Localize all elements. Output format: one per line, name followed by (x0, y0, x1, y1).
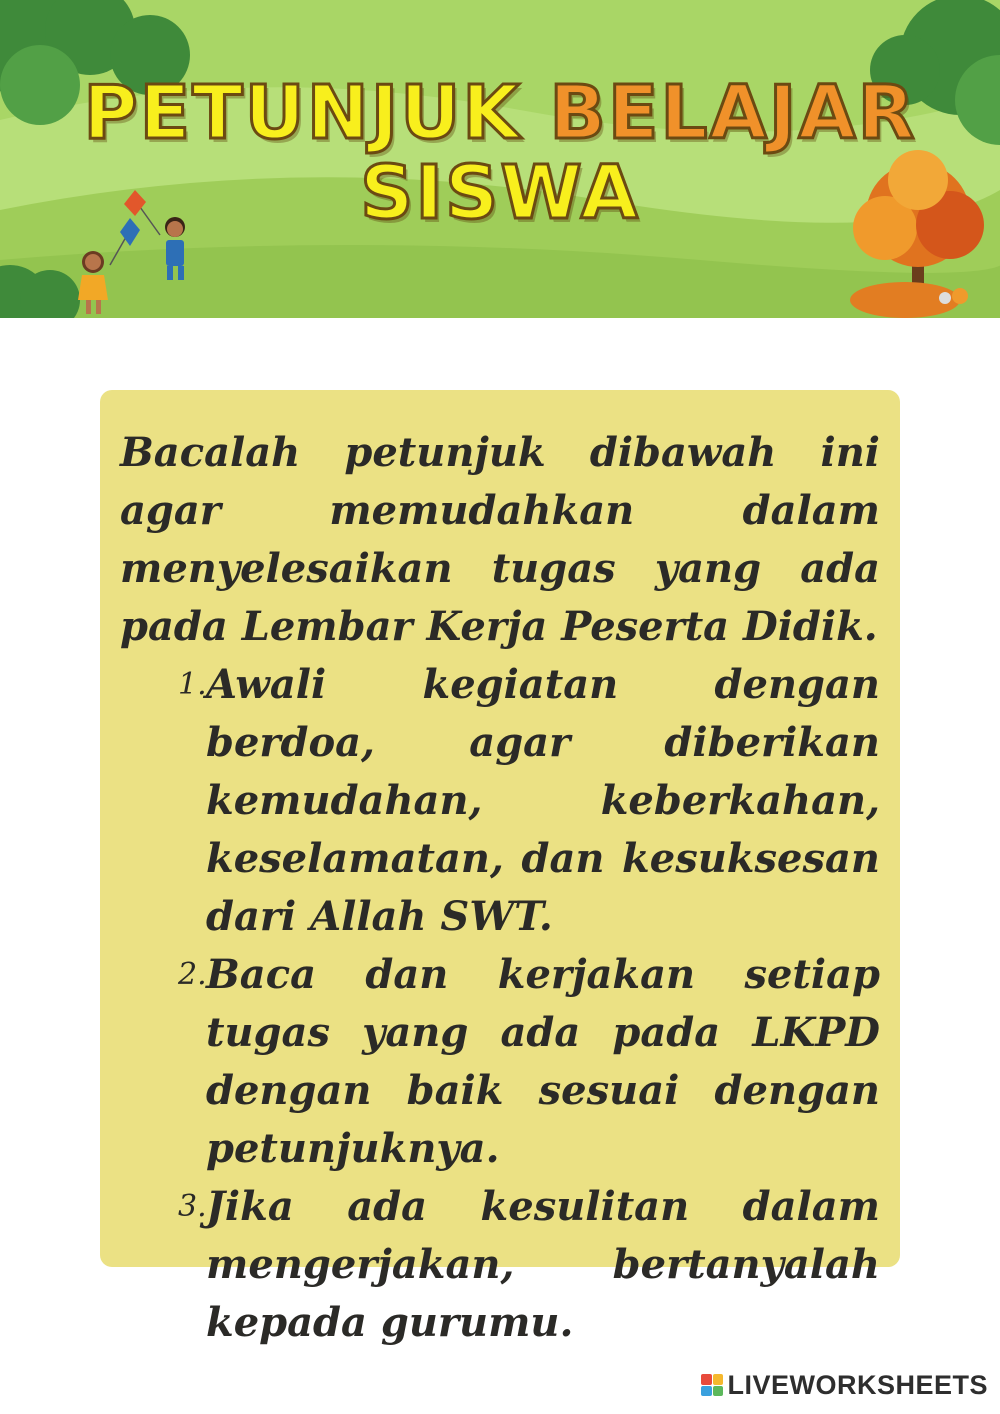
liveworksheets-logo-icon (701, 1374, 723, 1396)
title-word-siswa: SISWA (360, 150, 640, 236)
list-item (120, 946, 880, 1178)
page-title-line-2 (0, 150, 1000, 236)
title-word-belajar: BELAJAR (549, 70, 917, 156)
steps-list (120, 656, 880, 1352)
intro-paragraph: Bacalah petunjuk dibawah ini agar memudahkan dalam menyelesaikan tugas yang ada pada Lembar Kerja Peserta Didik. (120, 429, 880, 650)
liveworksheets-logo[interactable] (701, 1370, 988, 1400)
step-number: 1. (178, 667, 207, 702)
step-text: Awali kegiatan dengan berdoa, agar diberikan kemudahan, keberkahan, keselamatan, dan kesuksesan dari Allah SWT. (206, 661, 880, 940)
instruction-card (100, 390, 900, 1346)
instruction-text (120, 424, 880, 1352)
step-text: Baca dan kerjakan setiap tugas yang ada pada LKPD dengan baik sesuai dengan petunjuknya. (206, 951, 880, 1172)
header-banner (0, 0, 1000, 318)
logo-text: LIVEWORKSHEETS (727, 1369, 988, 1400)
step-number: 2. (178, 957, 207, 992)
step-number: 3. (178, 1189, 207, 1224)
list-item (120, 656, 880, 946)
step-text: Jika ada kesulitan dalam mengerjakan, bertanyalah kepada gurumu. (206, 1183, 880, 1346)
page-title-line-1 (0, 70, 1000, 156)
list-item (120, 1178, 880, 1352)
title-word-petunjuk: PETUNJUK (83, 70, 522, 156)
